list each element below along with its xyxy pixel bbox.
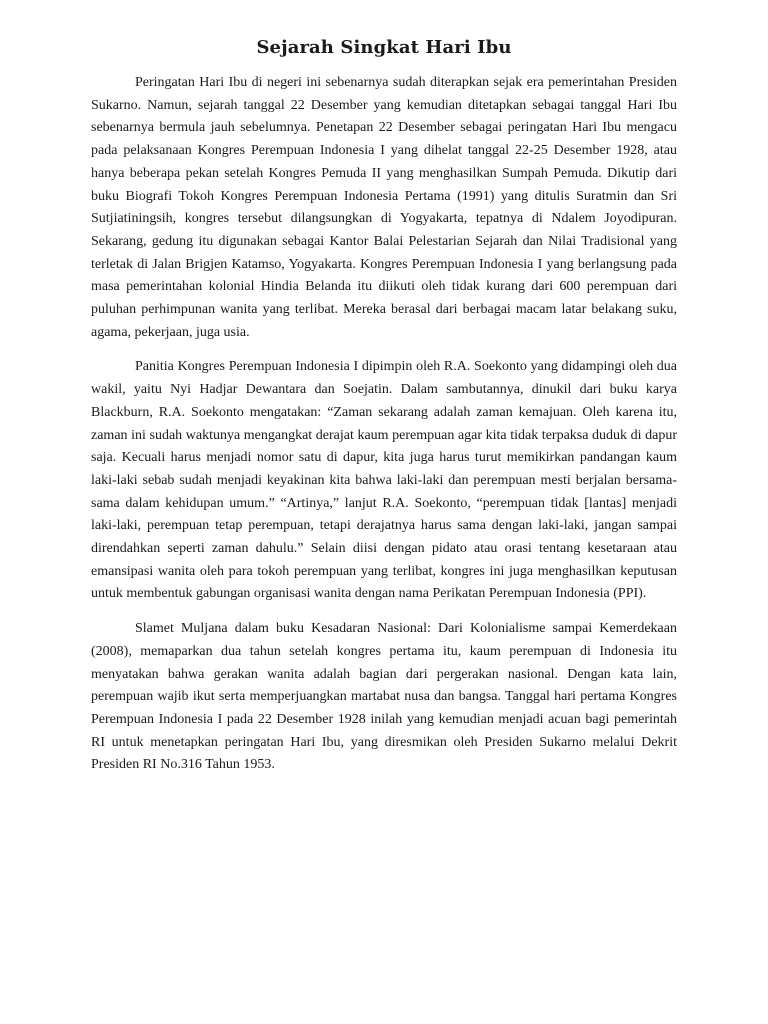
paragraph-3: Slamet Muljana dalam buku Kesadaran Nasional: Dari Kolonialisme sampai Kemerdekaan (2008), memaparkan dua tahun setelah kongres pertama itu, kaum perempuan di Indonesia itu menyatakan bahwa gerakan wanita adalah bagian dari pergerakan nasional. Dengan kata lain, perempuan wajib ikut serta memperjuangkan martabat nusa dan bangsa. Tanggal hari pertama Kongres Perempuan Indonesia I pada 22 Desember 1928 inilah yang kemudian menjadi acuan bagi pemerintah RI untuk menetapkan peringatan Hari Ibu, yang diresmikan oleh Presiden Sukarno melalui Dekrit Presiden RI No.316 Tahun 1953. bbox=[91, 621, 677, 773]
document-title: Sejarah Singkat Hari Ibu bbox=[256, 37, 512, 58]
paragraph-2: Panitia Kongres Perempuan Indonesia I dipimpin oleh R.A. Soekonto yang didampingi oleh dua wakil, yaitu Nyi Hadjar Dewantara dan Soejatin. Dalam sambutannya, dinukil dari buku karya Blackburn, R.A. Soekonto mengatakan: “Zaman sekarang adalah zaman kemajuan. Oleh karena itu, zaman ini sudah waktunya mengangkat derajat kaum perempuan agar kita tidak terpaksa duduk di dapur saja. Kecuali harus menjadi nomor satu di dapur, kita juga harus turut memikirkan pandangan kaum laki-laki sebab sudah menjadi keyakinan kita bahwa laki-laki dan perempuan mesti berjalan bersama-sama dalam kehidupan umum.” “Artinya,” lanjut R.A. Soekonto, “perempuan tidak [lantas] menjadi laki-laki, perempuan tetap perempuan, tetapi derajatnya harus sama dengan laki-laki, jangan sampai direndahkan seperti zaman dahulu.” Selain diisi dengan pidato atau orasi tentang kesetaraan atau emansipasi wanita oleh para tokoh perempuan yang terlibat, kongres ini juga menghasilkan keputusan untuk membentuk gabungan organisasi wanita dengan nama Perikatan Perempuan Indonesia (PPI). bbox=[91, 359, 677, 602]
paragraph-1: Peringatan Hari Ibu di negeri ini sebenarnya sudah diterapkan sejak era pemerintahan Presiden Sukarno. Namun, sejarah tanggal 22 Desember yang kemudian ditetapkan sebagai tanggal Hari Ibu sebenarnya bermula jauh sebelumnya. Penetapan 22 Desember sebagai peringatan Hari Ibu mengacu pada pelaksanaan Kongres Perempuan Indonesia I yang dihelat tanggal 22-25 Desember 1928, atau hanya beberapa pekan setelah Kongres Pemuda II yang menghasilkan Sumpah Pemuda. Dikutip dari buku Biografi Tokoh Kongres Perempuan Indonesia Pertama (1991) yang ditulis Suratmin dan Sri Sutjiatiningsih, kongres tersebut dilangsungkan di Yogyakarta, tepatnya di Ndalem Joyodipuran. Sekarang, gedung itu digunakan sebagai Kantor Balai Pelestarian Sejarah dan Nilai Tradisional yang terletak di Jalan Brigjen Katamso, Yogyakarta. Kongres Perempuan Indonesia I yang berlangsung pada masa pemerintahan kolonial Hindia Belanda itu diikuti oleh tidak kurang dari 600 perempuan dari puluhan perhimpunan wanita yang terlibat. Mereka berasal dari berbagai macam latar belakang suku, agama, pekerjaan, juga usia. bbox=[91, 75, 677, 340]
document-body bbox=[91, 72, 677, 789]
